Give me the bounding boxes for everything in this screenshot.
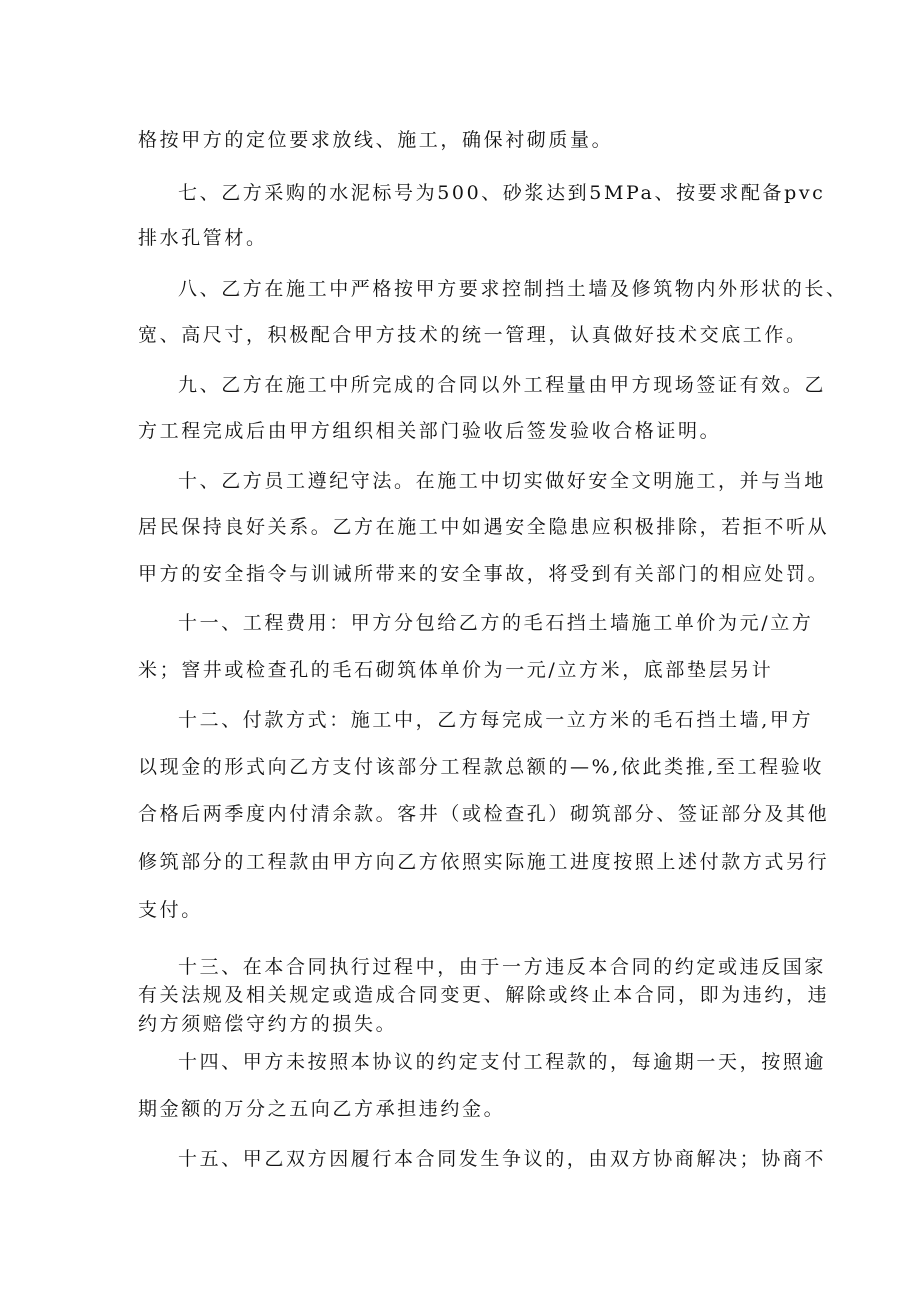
text-line: 方工程完成后由甲方组织相关部门验收后签发验收合格证明。: [138, 420, 722, 442]
clause-15-line: 十五、甲乙双方因履行本合同发生争议的，由双方协商解决；协商不: [178, 1148, 827, 1170]
clause-13-line: 十三、在本合同执行过程中，由于一方违反本合同的约定或违反国家: [178, 956, 827, 978]
text-line: 宽、高尺寸，积极配合甲方技术的统一管理，认真做好技术交底工作。: [138, 324, 808, 346]
clause-10-line: 十、乙方员工遵纪守法。在施工中切实做好安全文明施工，并与当地: [178, 470, 827, 492]
text-line: 有关法规及相关规定或造成合同变更、解除或终止本合同，即为违约，违: [138, 984, 830, 1006]
text-line: 格按甲方的定位要求放线、施工，确保衬砌质量。: [138, 129, 614, 151]
clause-14-line: 十四、甲方未按照本协议的约定支付工程款的，每逾期一天，按照逾: [178, 1051, 827, 1073]
text-line: 修筑部分的工程款由甲方向乙方依照实际施工进度按照上述付款方式另行: [138, 851, 830, 873]
text-line: 甲方的安全指令与训诫所带来的安全事故，将受到有关部门的相应处罚。: [138, 563, 830, 585]
text-line: 合格后两季度内付清余款。客井（或检查孔）砌筑部分、签证部分及其他: [138, 803, 830, 825]
clause-12-line: 十二、付款方式：施工中，乙方每完成一立方米的毛石挡土墙,甲方: [178, 709, 814, 731]
text-line: 以现金的形式向乙方支付该部分工程款总额的—%,依此类推,至工程验收: [138, 756, 824, 778]
clause-11-line: 十一、工程费用：甲方分包给乙方的毛石挡土墙施工单价为元/立方: [178, 612, 814, 634]
text-line: 排水孔管材。: [138, 227, 268, 249]
text-line: 居民保持良好关系。乙方在施工中如遇安全隐患应积极排除，若拒不听从: [138, 516, 830, 538]
clause-8-line: 八、乙方在施工中严格按甲方要求控制挡土墙及修筑物内外形状的长、: [178, 278, 848, 300]
text-line: 支付。: [138, 899, 203, 921]
text-line: 期金额的万分之五向乙方承担违约金。: [138, 1098, 506, 1120]
text-line: 米；窨井或检查孔的毛石砌筑体单价为一元/立方米，底部垫层另计: [138, 659, 774, 681]
text-line: 约方须赔偿守约方的损失。: [138, 1013, 398, 1035]
clause-9-line: 九、乙方在施工中所完成的合同以外工程量由甲方现场签证有效。乙: [178, 374, 827, 396]
clause-7-line: 七、乙方采购的水泥标号为500、砂浆达到5MPa、按要求配备pvc: [178, 182, 826, 204]
